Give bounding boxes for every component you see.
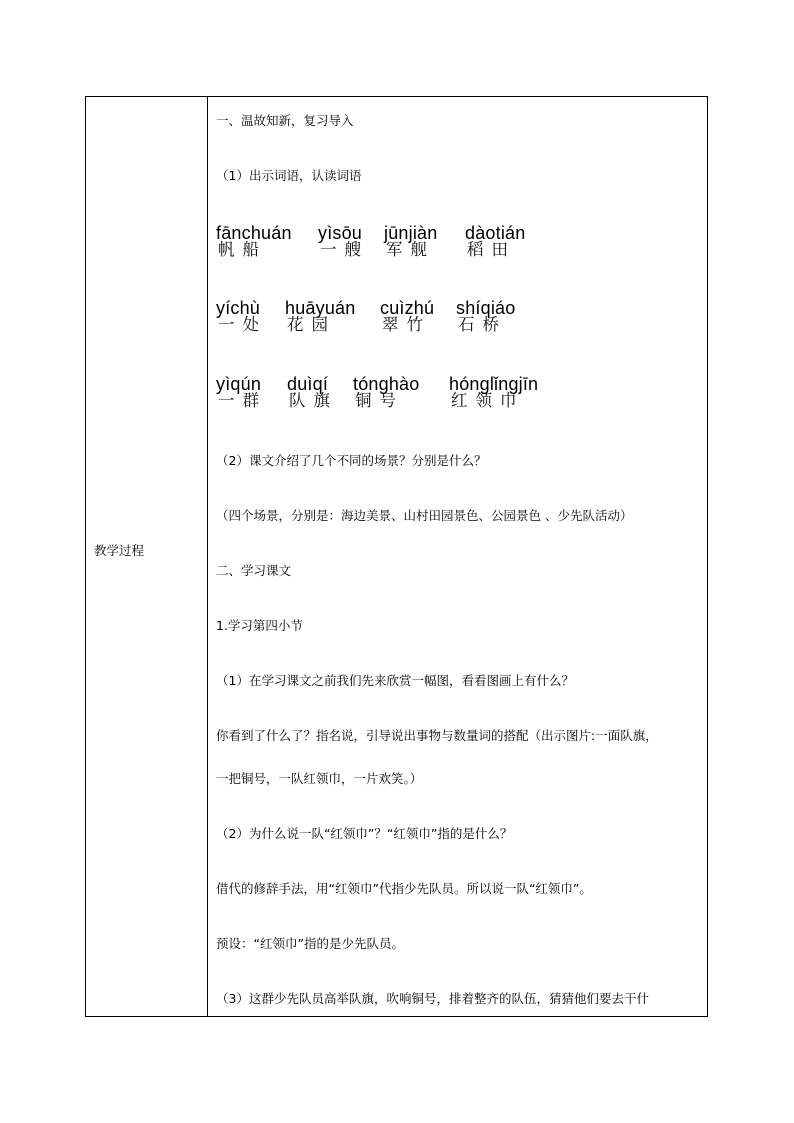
pinyin: tónghào <box>353 374 420 394</box>
step-view-picture: （1）在学习课文之前我们先来欣赏一幅图，看看图画上有什么？ <box>216 673 574 688</box>
step-show-words: （1）出示词语，认读词语 <box>216 168 362 183</box>
hanzi: 一艘 <box>320 240 369 259</box>
discussion-line-1: 你看到了什么了？指名说，引导说出事物与数量词的搭配（出示图片:一面队旗， <box>216 728 658 743</box>
pinyin: fānchuán <box>216 223 292 243</box>
hanzi: 翠竹 <box>382 315 431 334</box>
lesson-table <box>85 96 708 1017</box>
explanation-metonymy: 借代的修辞手法，用“红领巾”代指少先队员。所以说一队“红领巾”。 <box>216 881 592 896</box>
discussion-line-2: 一把铜号，一队红领巾，一片欢笑。） <box>216 771 423 786</box>
step-section-four: 1.学习第四小节 <box>216 618 303 633</box>
pinyin: shíqiáo <box>456 298 516 318</box>
preset-answer: 预设：“红领巾”指的是少先队员。 <box>216 936 404 951</box>
pinyin: jūnjiàn <box>384 223 438 243</box>
hanzi: 稻田 <box>467 240 516 259</box>
pinyin: dàotián <box>465 223 526 243</box>
hanzi: 红领巾 <box>451 391 525 410</box>
section-label: 教学过程 <box>94 543 145 558</box>
hanzi: 铜号 <box>355 391 404 410</box>
hanzi: 石桥 <box>458 315 507 334</box>
pinyin: yìqún <box>216 374 262 394</box>
pinyin: yíchù <box>216 298 261 318</box>
pinyin: huāyuán <box>285 298 356 318</box>
pinyin: yìsōu <box>318 223 363 243</box>
heading-review: 一、温故知新，复习导入 <box>216 113 354 128</box>
hanzi: 帆船 <box>218 240 267 259</box>
hanzi: 一群 <box>218 391 267 410</box>
pinyin: duìqí <box>287 374 329 394</box>
hanzi: 花园 <box>287 315 336 334</box>
pinyin: cuìzhú <box>380 298 435 318</box>
pinyin: hónglǐngjīn <box>449 374 539 394</box>
question-guess: （3）这群少先队员高举队旗，吹响铜号，排着整齐的队伍，猜猜他们要去干什 <box>216 991 649 1006</box>
question-red-scarf: （2）为什么说一队“红领巾”？“红领巾”指的是什么？ <box>216 826 513 841</box>
hanzi: 队旗 <box>289 391 338 410</box>
heading-learn-text: 二、学习课文 <box>216 563 292 578</box>
hanzi: 军舰 <box>386 240 435 259</box>
column-divider <box>207 97 208 1016</box>
hanzi: 一处 <box>218 315 267 334</box>
answer-scenes: （四个场景，分别是：海边美景、山村田园景色、公园景色 、少先队活动） <box>216 508 633 523</box>
question-scenes: （2）课文介绍了几个不同的场景？分别是什么？ <box>216 453 487 468</box>
